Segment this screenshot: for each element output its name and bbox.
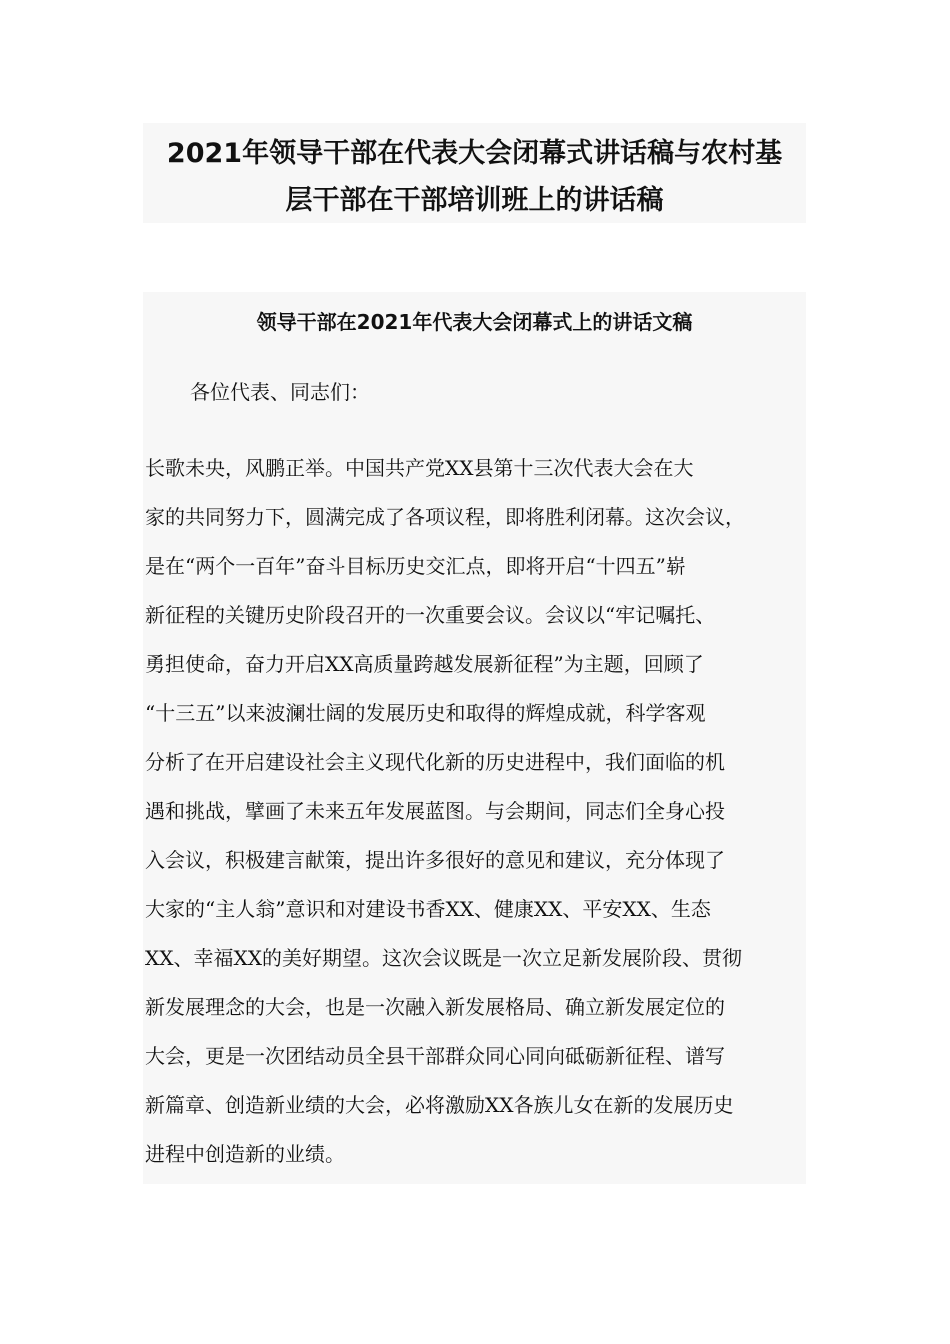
title-line-2: 层干部在干部培训班上的讲话稿 [285, 185, 664, 216]
paragraph-line: 新篇章、创造新业绩的大会，必将激励XX各族儿女在新的发展历史 [145, 1093, 734, 1117]
document-body [143, 292, 806, 1184]
paragraph-line: XX、幸福XX的美好期望。这次会议既是一次立足新发展阶段、贯彻 [145, 946, 742, 970]
paragraph-line: 大家的“主人翁”意识和对建设书香XX、健康XX、平安XX、生态 [145, 897, 711, 921]
paragraph-line: 勇担使命，奋力开启XX高质量跨越发展新征程”为主题，回顾了 [145, 652, 704, 676]
paragraph-line: 家的共同努力下，圆满完成了各项议程，即将胜利闭幕。这次会议， [145, 505, 745, 529]
paragraph-line: 分析了在开启建设社会主义现代化新的历史进程中，我们面临的机 [145, 750, 725, 774]
paragraph-line: 新发展理念的大会，也是一次融入新发展格局、确立新发展定位的 [145, 995, 725, 1019]
paragraph-line: 进程中创造新的业绩。 [145, 1142, 345, 1166]
section-title: 领导干部在2021年代表大会闭幕式上的讲话文稿 [256, 310, 693, 334]
paragraph-line: 长歌未央，风鹏正举。中国共产党XX县第十三次代表大会在大 [145, 456, 694, 480]
document-title [143, 123, 806, 223]
paragraph-line: 是在“两个一百年”奋斗目标历史交汇点，即将开启“十四五”崭 [145, 554, 686, 578]
paragraph-line: 大会，更是一次团结动员全县干部群众同心同向砥砺新征程、谱写 [145, 1044, 725, 1068]
title-line-1: 2021年领导干部在代表大会闭幕式讲话稿与农村基 [166, 138, 783, 169]
salutation: 各位代表、同志们： [190, 380, 370, 404]
paragraph-line: “十三五”以来波澜壮阔的发展历史和取得的辉煌成就，科学客观 [145, 701, 706, 725]
paragraph-line: 入会议，积极建言献策，提出许多很好的意见和建议，充分体现了 [145, 848, 725, 872]
paragraph-line: 新征程的关键历史阶段召开的一次重要会议。会议以“牢记嘱托、 [145, 603, 716, 627]
paragraph-line: 遇和挑战，擘画了未来五年发展蓝图。与会期间，同志们全身心投 [145, 799, 725, 823]
